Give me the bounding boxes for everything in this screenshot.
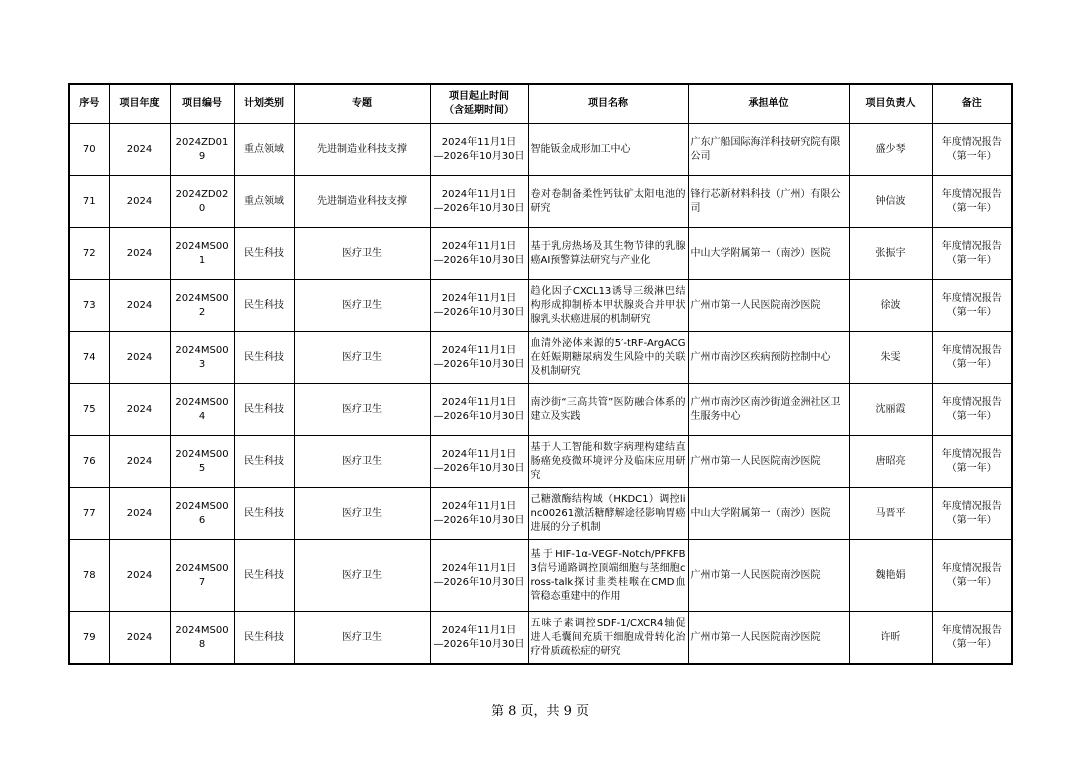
cell-year: 2024	[109, 540, 170, 612]
cell-topic: 医疗卫生	[294, 488, 430, 540]
table-row	[69, 228, 1012, 280]
cell-period: 2024年11月1日 —2026年10月30日	[430, 176, 528, 228]
cell-unit: 锋行芯新材料科技（广州）有限公司	[688, 176, 849, 228]
cell-no: 79	[69, 612, 109, 665]
cell-note: 年度情况报告 （第一年）	[932, 124, 1012, 176]
cell-no: 74	[69, 332, 109, 384]
header-unit: 承担单位	[688, 84, 849, 124]
cell-topic: 医疗卫生	[294, 332, 430, 384]
cell-category: 民生科技	[234, 384, 294, 436]
cell-year: 2024	[109, 488, 170, 540]
cell-code: 2024ZD019	[170, 124, 234, 176]
cell-topic: 医疗卫生	[294, 540, 430, 612]
cell-year: 2024	[109, 280, 170, 332]
header-year: 项目年度	[109, 84, 170, 124]
cell-period: 2024年11月1日 —2026年10月30日	[430, 332, 528, 384]
cell-no: 71	[69, 176, 109, 228]
cell-code: 2024MS004	[170, 384, 234, 436]
cell-project-name: 卷对卷制备柔性钙钛矿太阳电池的研究	[528, 176, 688, 228]
table-body	[69, 124, 1012, 665]
cell-code: 2024MS008	[170, 612, 234, 665]
cell-note: 年度情况报告 （第一年）	[932, 488, 1012, 540]
cell-leader: 徐波	[849, 280, 932, 332]
cell-period: 2024年11月1日 —2026年10月30日	[430, 540, 528, 612]
header-note: 备注	[932, 84, 1012, 124]
table-header-row	[69, 84, 1012, 124]
header-no: 序号	[69, 84, 109, 124]
cell-no: 77	[69, 488, 109, 540]
project-table	[68, 83, 1013, 665]
header-topic: 专题	[294, 84, 430, 124]
cell-note: 年度情况报告 （第一年）	[932, 540, 1012, 612]
cell-period: 2024年11月1日 —2026年10月30日	[430, 124, 528, 176]
cell-period: 2024年11月1日 —2026年10月30日	[430, 228, 528, 280]
cell-year: 2024	[109, 176, 170, 228]
table-row	[69, 436, 1012, 488]
cell-topic: 先进制造业科技支撑	[294, 124, 430, 176]
cell-project-name: 基于人工智能和数字病理构建结直肠癌免疫微环境评分及临床应用研究	[528, 436, 688, 488]
cell-category: 民生科技	[234, 540, 294, 612]
page-number: 第 8 页，共 9 页	[490, 704, 590, 719]
cell-period: 2024年11月1日 —2026年10月30日	[430, 612, 528, 665]
table-row	[69, 612, 1012, 665]
cell-project-name: 南沙街“三高共管”医防融合体系的建立及实践	[528, 384, 688, 436]
cell-note: 年度情况报告 （第一年）	[932, 176, 1012, 228]
cell-topic: 医疗卫生	[294, 384, 430, 436]
cell-note: 年度情况报告 （第一年）	[932, 612, 1012, 665]
cell-unit: 广州市第一人民医院南沙医院	[688, 280, 849, 332]
cell-unit: 广州市第一人民医院南沙医院	[688, 540, 849, 612]
cell-period: 2024年11月1日 —2026年10月30日	[430, 280, 528, 332]
table-row	[69, 540, 1012, 612]
cell-category: 民生科技	[234, 436, 294, 488]
cell-year: 2024	[109, 332, 170, 384]
cell-category: 民生科技	[234, 228, 294, 280]
cell-note: 年度情况报告 （第一年）	[932, 228, 1012, 280]
cell-note: 年度情况报告 （第一年）	[932, 280, 1012, 332]
cell-year: 2024	[109, 384, 170, 436]
cell-category: 民生科技	[234, 612, 294, 665]
cell-year: 2024	[109, 124, 170, 176]
cell-no: 76	[69, 436, 109, 488]
cell-topic: 医疗卫生	[294, 280, 430, 332]
cell-topic: 医疗卫生	[294, 436, 430, 488]
cell-leader: 魏艳娟	[849, 540, 932, 612]
cell-topic: 医疗卫生	[294, 228, 430, 280]
cell-unit: 广州市第一人民医院南沙医院	[688, 436, 849, 488]
header-name: 项目名称	[528, 84, 688, 124]
cell-project-name: 智能钣金成形加工中心	[528, 124, 688, 176]
cell-project-name: 血清外泌体来源的5′-tRF-ArgACG在妊娠期糖尿病发生风险中的关联及机制研究	[528, 332, 688, 384]
cell-unit: 广州市第一人民医院南沙医院	[688, 612, 849, 665]
cell-note: 年度情况报告 （第一年）	[932, 332, 1012, 384]
cell-topic: 医疗卫生	[294, 612, 430, 665]
cell-project-name: 趋化因子CXCL13诱导三级淋巴结构形成抑制桥本甲状腺炎合并甲状腺乳头状癌进展的机制研究	[528, 280, 688, 332]
cell-leader: 盛少琴	[849, 124, 932, 176]
cell-code: 2024ZD020	[170, 176, 234, 228]
cell-code: 2024MS001	[170, 228, 234, 280]
cell-unit: 广州市南沙区疾病预防控制中心	[688, 332, 849, 384]
cell-project-name: 基于HIF-1α-VEGF-Notch/PFKFB3信号通路调控顶端细胞与茎细胞cross-talk探讨韭类桂喉在CMD血管稳态重建中的作用	[528, 540, 688, 612]
cell-no: 72	[69, 228, 109, 280]
cell-leader: 许昕	[849, 612, 932, 665]
cell-code: 2024MS006	[170, 488, 234, 540]
cell-no: 73	[69, 280, 109, 332]
cell-period: 2024年11月1日 —2026年10月30日	[430, 384, 528, 436]
cell-no: 75	[69, 384, 109, 436]
cell-category: 民生科技	[234, 332, 294, 384]
cell-category: 重点领域	[234, 176, 294, 228]
cell-leader: 张振宇	[849, 228, 932, 280]
cell-category: 民生科技	[234, 280, 294, 332]
cell-unit: 中山大学附属第一（南沙）医院	[688, 228, 849, 280]
cell-category: 民生科技	[234, 488, 294, 540]
cell-code: 2024MS002	[170, 280, 234, 332]
cell-period: 2024年11月1日 —2026年10月30日	[430, 436, 528, 488]
cell-unit: 中山大学附属第一（南沙）医院	[688, 488, 849, 540]
cell-note: 年度情况报告 （第一年）	[932, 436, 1012, 488]
table-row	[69, 280, 1012, 332]
cell-unit: 广州市南沙区南沙街道金洲社区卫生服务中心	[688, 384, 849, 436]
cell-category: 重点领域	[234, 124, 294, 176]
header-category: 计划类别	[234, 84, 294, 124]
cell-period: 2024年11月1日 —2026年10月30日	[430, 488, 528, 540]
cell-note: 年度情况报告 （第一年）	[932, 384, 1012, 436]
table-row	[69, 488, 1012, 540]
cell-no: 70	[69, 124, 109, 176]
header-leader: 项目负责人	[849, 84, 932, 124]
table-row	[69, 176, 1012, 228]
cell-code: 2024MS005	[170, 436, 234, 488]
table-row	[69, 332, 1012, 384]
header-period: 项目起止时间 （含延期时间）	[430, 84, 528, 124]
cell-leader: 沈丽霞	[849, 384, 932, 436]
cell-leader: 唐昭亮	[849, 436, 932, 488]
cell-year: 2024	[109, 612, 170, 665]
cell-year: 2024	[109, 436, 170, 488]
cell-no: 78	[69, 540, 109, 612]
cell-leader: 朱雯	[849, 332, 932, 384]
cell-code: 2024MS007	[170, 540, 234, 612]
cell-topic: 先进制造业科技支撑	[294, 176, 430, 228]
cell-project-name: 五味子素调控SDF-1/CXCR4轴促进人毛囊间充质干细胞成骨转化治疗骨质疏松症的研究	[528, 612, 688, 665]
cell-project-name: 基于乳房热场及其生物节律的乳腺癌AI预警算法研究与产业化	[528, 228, 688, 280]
table-row	[69, 384, 1012, 436]
cell-year: 2024	[109, 228, 170, 280]
cell-leader: 马晋平	[849, 488, 932, 540]
cell-project-name: 己糖激酶结构域（HKDC1）调控linc00261激活糖酵解途径影响胃癌进展的分子机制	[528, 488, 688, 540]
cell-code: 2024MS003	[170, 332, 234, 384]
header-code: 项目编号	[170, 84, 234, 124]
table-row	[69, 124, 1012, 176]
cell-unit: 广东广船国际海洋科技研究院有限公司	[688, 124, 849, 176]
cell-leader: 钟信波	[849, 176, 932, 228]
